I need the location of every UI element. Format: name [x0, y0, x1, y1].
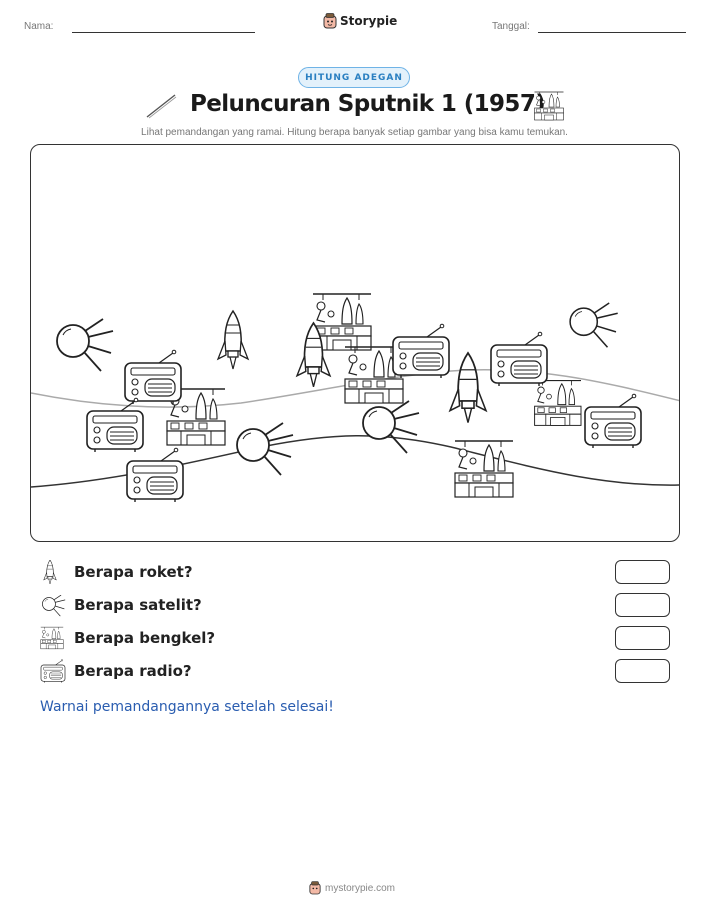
answer-box-radio[interactable]	[615, 659, 670, 683]
brand-name: Storypie	[340, 14, 398, 28]
workshop-5	[455, 441, 513, 497]
question-row-satellite	[40, 593, 670, 619]
radio-6	[585, 394, 641, 448]
storypie-mascot-icon	[323, 13, 337, 29]
instructions: Lihat pemandangan yang ramai. Hitung berapa banyak setiap gambar yang bisa kamu temukan.	[141, 127, 568, 138]
rocket-icon	[42, 560, 58, 584]
answer-box-rocket[interactable]	[615, 560, 670, 584]
satellite-4	[363, 401, 419, 453]
workshop-icon	[533, 91, 565, 121]
scene-illustration	[31, 145, 680, 542]
satellite-1	[57, 319, 113, 371]
name-line[interactable]	[72, 32, 255, 33]
site-url: mystorypie.com	[325, 882, 396, 894]
radio-4	[393, 324, 449, 378]
antenna-icon	[145, 93, 177, 119]
question-row-radio	[40, 659, 670, 685]
workshop-4	[535, 381, 581, 426]
answer-box-workshop[interactable]	[615, 626, 670, 650]
answer-box-satellite[interactable]	[615, 593, 670, 617]
question-row-workshop	[40, 626, 670, 652]
page-title: Peluncuran Sputnik 1 (1957)	[190, 91, 546, 117]
name-label: Nama:	[24, 21, 54, 32]
rocket-1	[218, 311, 248, 369]
radio-3	[127, 448, 183, 502]
satellite-2	[570, 303, 618, 347]
coloring-instruction: Warnai pemandangannya setelah selesai!	[40, 699, 334, 715]
question-workshop: Berapa bengkel?	[74, 629, 216, 647]
question-rocket: Berapa roket?	[74, 563, 193, 581]
workshop-icon	[40, 626, 64, 650]
satellite-icon	[40, 595, 66, 617]
satellite-3	[237, 423, 293, 475]
brand-logo	[323, 13, 397, 29]
radio-1	[125, 350, 181, 404]
date-line[interactable]	[538, 32, 686, 33]
question-row-rocket	[40, 560, 670, 586]
site-footer	[309, 881, 395, 895]
activity-badge: HITUNG ADEGAN	[298, 67, 410, 88]
counting-scene	[30, 144, 680, 542]
date-label: Tanggal:	[492, 21, 530, 32]
radio-icon	[40, 659, 66, 683]
rocket-3	[450, 353, 486, 423]
question-satellite: Berapa satelit?	[74, 596, 202, 614]
radio-5	[491, 332, 547, 386]
storypie-mascot-icon	[309, 881, 321, 895]
question-radio: Berapa radio?	[74, 662, 192, 680]
